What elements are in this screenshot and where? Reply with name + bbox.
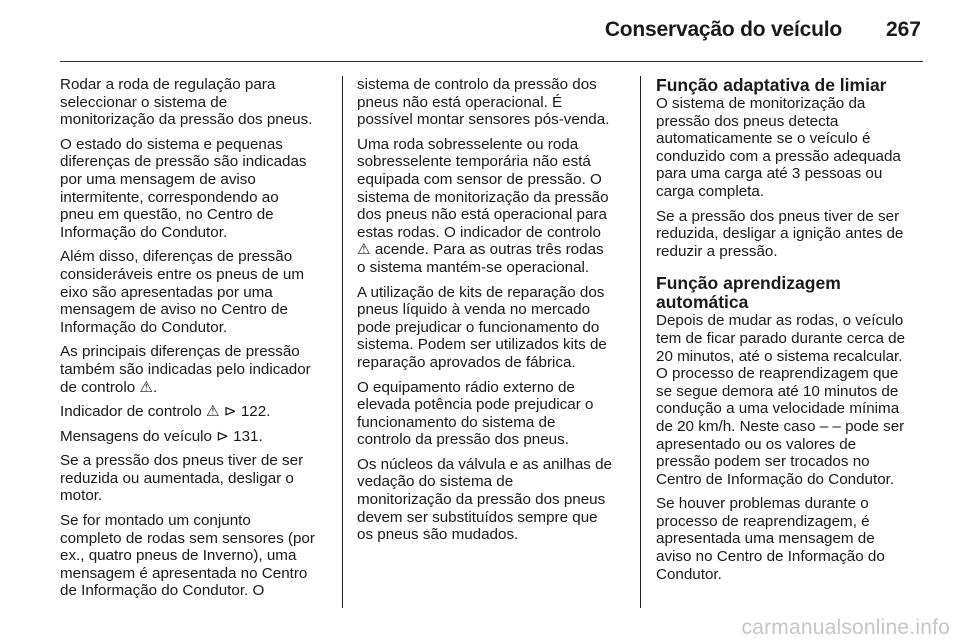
column-divider-2 <box>640 76 641 608</box>
paragraph: Uma roda sobresselente ou roda sobresselente temporária não está equipada com sensor de pressão. O sistema de monitorização da pressão dos pneus não está operacional para estas rodas. O indicador de controlo ⚠ acende. Para as outras três rodas o sistema mantém-se operacional. <box>357 135 609 276</box>
paragraph: Os núcleos da válvula e as anilhas de vedação do sistema de monitorização da pressão dos pneus devem ser substituídos sempre que os pneus são mudados. <box>357 455 612 544</box>
paragraph: Indicador de controlo ⚠ ⊳ 122. <box>60 403 271 421</box>
text-column-1 <box>60 76 330 607</box>
paragraph: Se a pressão dos pneus tiver de ser reduzida, desligar a ignição antes de reduzir a pressão. <box>656 207 904 260</box>
paragraph: Se for montado um conjunto completo de rodas sem sensores (por ex., quatro pneus de Inverno), uma mensagem é apresentada no Centro de Informação do Condutor. O <box>60 512 315 600</box>
section-heading-adaptive-threshold: Função adaptativa de limiar <box>656 75 887 95</box>
paragraph: Se a pressão dos pneus tiver de ser reduzida ou aumentada, desligar o motor. <box>60 452 304 505</box>
watermark: carmanualsonline.info <box>741 616 950 639</box>
paragraph: Depois de mudar as rodas, o veículo tem de ficar parado durante cerca de 20 minutos, até o sistema recalcular. O processo de reaprendizagem que se segue demora até 10 minutos de condução a uma velocidade mínima de 20 km/h. Neste caso ‒ ‒ pode ser apresentado ou os valores de pressão podem ser trocados no Centro de Informação do Condutor. <box>656 312 906 488</box>
paragraph: As principais diferenças de pressão também são indicadas pelo indicador de controlo ⚠. <box>60 343 311 396</box>
paragraph: Se houver problemas durante o processo de reaprendizagem, é apresentada uma mensagem de aviso no Centro de Informação do Condutor. <box>656 495 885 583</box>
paragraph: O equipamento rádio externo de elevada potência pode prejudicar o funcionamento do sistema de controlo da pressão dos pneus. <box>357 378 594 449</box>
paragraph: Mensagens do veículo ⊳ 131. <box>60 427 263 445</box>
section-heading-auto-learning: Função aprendizagem automática <box>656 273 841 313</box>
page-title: Conservação do veículo <box>604 18 842 41</box>
text-column-2 <box>357 76 625 551</box>
page-number: 267 <box>885 18 921 41</box>
paragraph: sistema de controlo da pressão dos pneus não está operacional. É possível montar sensores pós-venda. <box>357 76 610 129</box>
page-header <box>0 0 960 60</box>
header-divider <box>60 61 923 62</box>
paragraph: O sistema de monitorização da pressão dos pneus detecta automaticamente se o veículo é conduzido com a pressão adequada para uma carga até 3 pessoas ou carga completa. <box>656 95 901 200</box>
paragraph: Rodar a roda de regulação para seleccionar o sistema de monitorização da pressão dos pneus. <box>60 76 313 129</box>
paragraph: O estado do sistema e pequenas diferenças de pressão são indicadas por uma mensagem de aviso intermitente, correspondendo ao pneu em questão, no Centro de Informação do Condutor. <box>60 135 307 241</box>
text-column-3 <box>656 76 926 590</box>
paragraph: Além disso, diferenças de pressão consideráveis entre os pneus de um eixo são apresentadas por uma mensagem de aviso no Centro de Informação do Condutor. <box>60 248 304 336</box>
paragraph: A utilização de kits de reparação dos pneus líquido à venda no mercado pode prejudicar o funcionamento do sistema. Podem ser utilizados kits de reparação aprovados de fábrica. <box>357 283 607 371</box>
column-divider-1 <box>342 76 343 608</box>
